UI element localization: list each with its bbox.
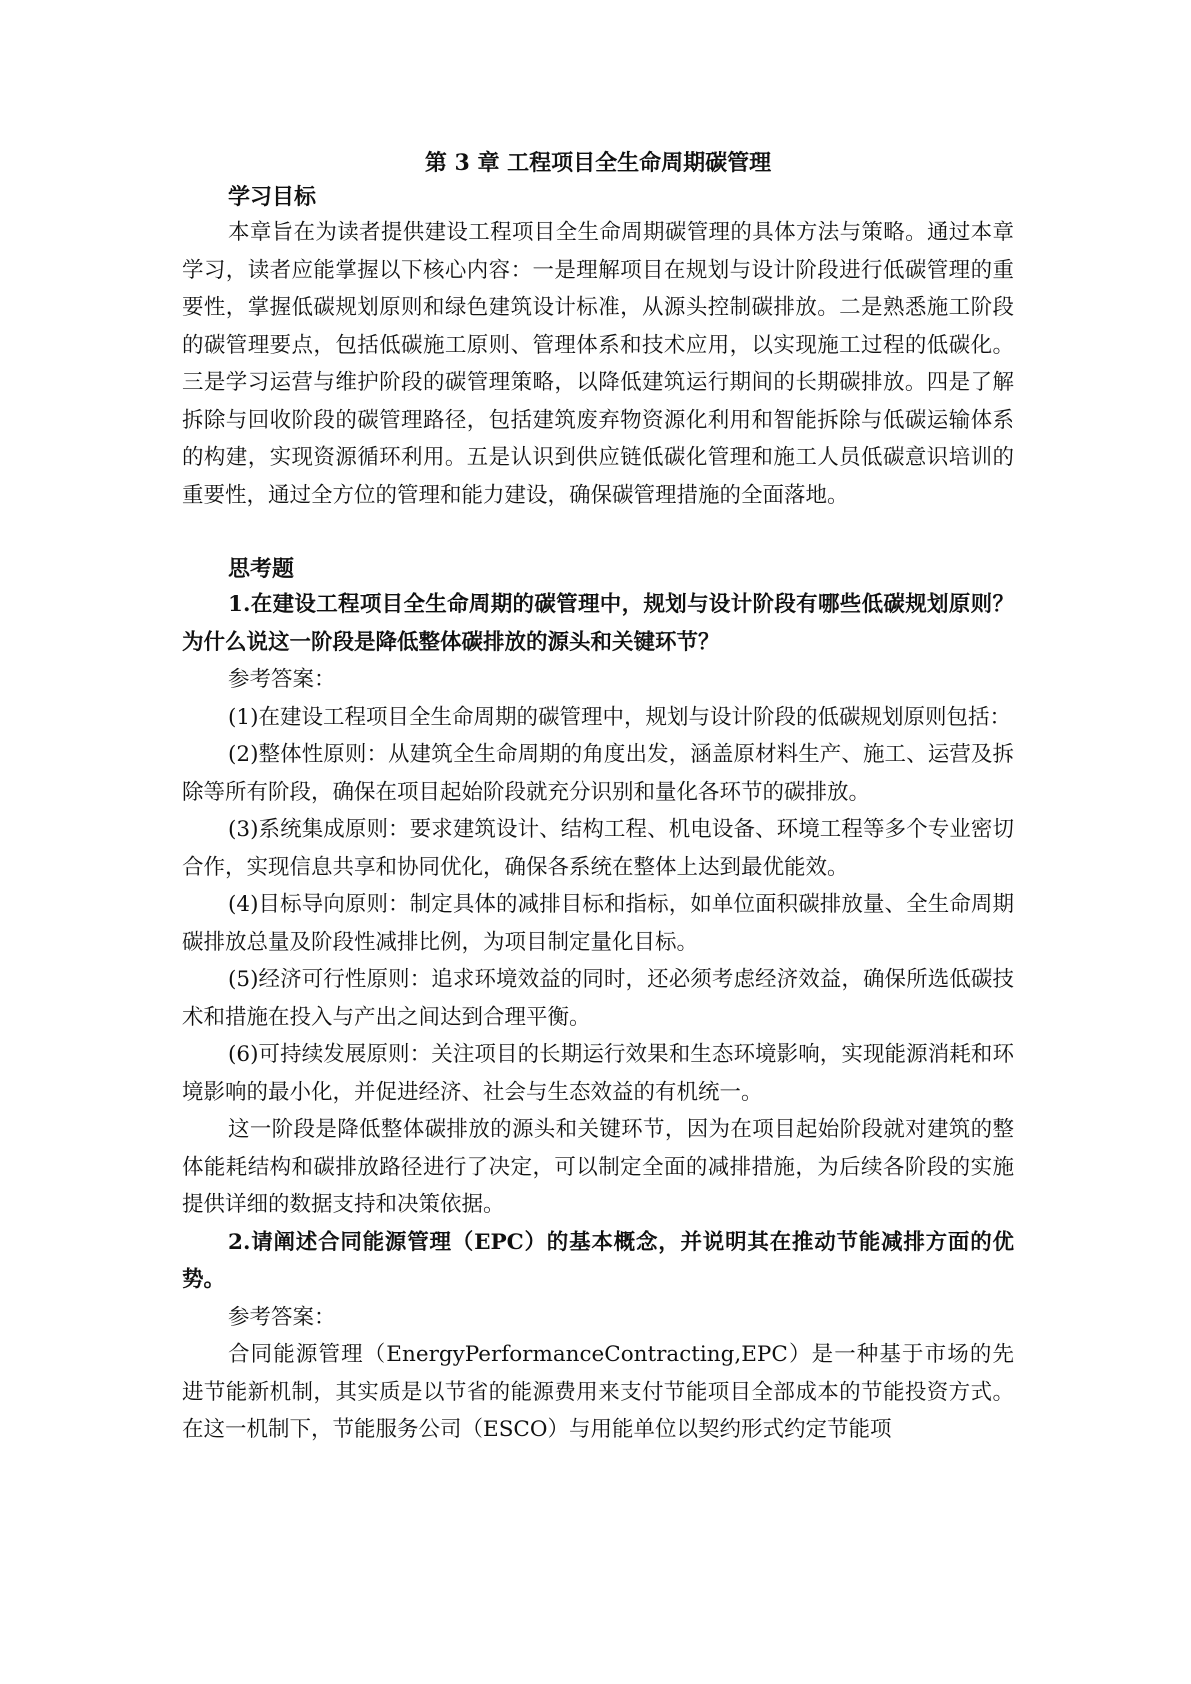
answer-1-paragraph: (1)在建设工程项目全生命周期的碳管理中，规划与设计阶段的低碳规划原则包括： xyxy=(228,704,1011,730)
answer-1-paragraph: (3)系统集成原则：要求建筑设计、结构工程、机电设备、环境工程等多个专业密切合作，实现信息共享和协同优化，确保各系统在整体上达到最优能效。 xyxy=(182,817,1014,880)
answer-1-paragraph: (6)可持续发展原则：关注项目的长期运行效果和生态环境影响，实现能源消耗和环境影响的最小化，并促进经济、社会与生态效益的有机统一。 xyxy=(182,1042,1014,1105)
answer-1-label: 参考答案： xyxy=(228,667,336,692)
objectives-heading: 学习目标 xyxy=(228,184,317,210)
answer-1-paragraph: (5)经济可行性原则：追求环境效益的同时，还必须考虑经济效益，确保所选低碳技术和措施在投入与产出之间达到合理平衡。 xyxy=(182,967,1014,1030)
section-gap xyxy=(182,514,1014,552)
question-2: 2.请阐述合同能源管理（EPC）的基本概念，并说明其在推动节能减排方面的优势。 xyxy=(182,1229,1014,1292)
page-content xyxy=(182,146,1014,1449)
objectives-body: 本章旨在为读者提供建设工程项目全生命周期碳管理的具体方法与策略。通过本章学习，读者应能掌握以下核心内容：一是理解项目在规划与设计阶段进行低碳管理的重要性，掌握低碳规划原则和绿色建筑设计标准，从源头控制碳排放。二是熟悉施工阶段的碳管理要点，包括低碳施工原则、管理体系和技术应用，以实现施工过程的低碳化。三是学习运营与维护阶段的碳管理策略，以降低建筑运行期间的长期碳排放。四是了解拆除与回收阶段的碳管理路径，包括建筑废弃物资源化利用和智能拆除与低碳运输体系的构建，实现资源循环利用。五是认识到供应链低碳化管理和施工人员低碳意识培训的重要性，通过全方位的管理和能力建设，确保碳管理措施的全面落地。 xyxy=(182,220,1014,508)
answer-2-label: 参考答案： xyxy=(228,1304,336,1330)
answer-2-paragraph: 合同能源管理（EnergyPerformanceContracting,EPC）是一种基于市场的先进节能新机制，其实质是以节省的能源费用来支付节能项目全部成本的节能投资方式。在这一机制下，节能服务公司（ESCO）与用能单位以契约形式约定节能项 xyxy=(182,1342,1014,1442)
question-1: 1.在建设工程项目全生命周期的碳管理中，规划与设计阶段有哪些低碳规划原则？为什么说这一阶段是降低整体碳排放的源头和关键环节？ xyxy=(182,592,1014,655)
answer-1-paragraph: (4)目标导向原则：制定具体的减排目标和指标，如单位面积碳排放量、全生命周期碳排放总量及阶段性减排比例，为项目制定量化目标。 xyxy=(182,892,1014,955)
answer-1-paragraph: (2)整体性原则：从建筑全生命周期的角度出发，涵盖原材料生产、施工、运营及拆除等所有阶段，确保在项目起始阶段就充分识别和量化各环节的碳排放。 xyxy=(182,742,1014,805)
answer-1-paragraph: 这一阶段是降低整体碳排放的源头和关键环节，因为在项目起始阶段就对建筑的整体能耗结构和碳排放路径进行了决定，可以制定全面的减排措施，为后续各阶段的实施提供详细的数据支持和决策依据。 xyxy=(182,1117,1014,1217)
chapter-title: 第 3 章 工程项目全生命周期碳管理 xyxy=(424,150,772,176)
questions-heading: 思考题 xyxy=(228,556,295,582)
